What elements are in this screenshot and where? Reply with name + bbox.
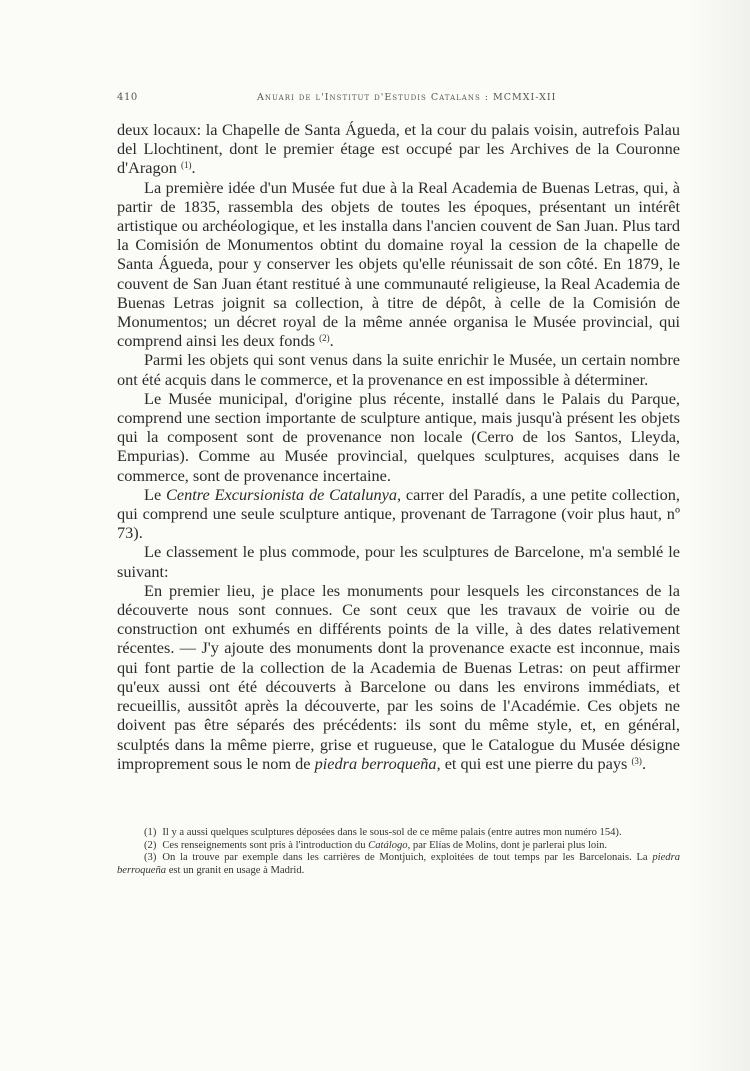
paragraph-text: La première idée d'un Musée fut due à la Real Academia de Buenas Letras, qui, à partir de 1835, rassembla des objets de toutes les époques, présentant un intérêt artistique ou archéologique, et les installa dans l'ancien couvent de San Juan. Plus tard la Comisión de Monumentos obtint du domaine royal la cession de la chapelle de Santa Águeda, pour y conserver les objets qu'elle réunissait de son côté. En 1879, le couvent de San Juan étant restitué à une communauté religieuse, la Real Academia de Buenas Letras joignit sa collection, à titre de dépôt, à celle de la Comisión de Monumentos; un décret royal de la même année organisa le Musée provincial, qui comprend ainsi les deux fonds: [117, 177, 680, 351]
footnote-italic: Catálogo: [368, 839, 408, 851]
running-header: [117, 92, 680, 108]
footnote-ref-2[interactable]: (2): [319, 333, 330, 344]
footnote-italic: piedra berroqueña: [117, 852, 680, 876]
footnote-lead: On la trouve par exemple dans les carrières de Montjuich, exploitées de tout temps par les Barcelonais. La: [162, 852, 653, 864]
footnote-2: [117, 840, 680, 853]
footnote-text: Il y a aussi quelques sculptures déposées dans le sous-sol de ce même palais (entre autres mon numéro 154).: [162, 827, 622, 838]
paragraph-tail: , et qui est une pierre du pays: [436, 753, 628, 773]
running-title: Anuari de l'Institut d'Estudis Catalans : MCMXI-XII: [257, 92, 557, 103]
footnote-ref-3[interactable]: (3): [631, 755, 642, 766]
footnote-text: est un granit en usage à Madrid.: [166, 864, 305, 876]
footnote-3: [117, 852, 680, 877]
paragraph-text: En premier lieu, je place les monuments pour lesquels les circonstances de la découverte nous sont connues. Ce sont ceux que les travaux de voirie ou de construction ont exhumés en différents points de la ville, à des dates relativement récentes. — J'y ajoute des monuments dont la provenance exacte est inconnue, mais qui font partie de la collection de la Academia de Buenas Letras: on peut affirmer qu'eux aussi ont été découverts à Barcelone ou dans les environs immédiats, et recueillis, aussitôt après la découverte, par les soins de l'Académie. Ces objets ne doivent pas être séparés des précédents: ils sont du même style, et, en général, sculptés dans la même pierre, grise et rugueuse, que le Catalogue du Musée désigne improprement sous le nom de: [117, 580, 680, 773]
footnote-1: [117, 827, 680, 840]
paragraph-1: [117, 120, 680, 178]
footnote-mark: (2): [144, 839, 157, 851]
footnote-ref-1[interactable]: (1): [180, 160, 192, 171]
punctuation: .: [641, 753, 647, 773]
paragraph-6: [117, 542, 680, 580]
paragraph-3: [117, 350, 680, 388]
paragraph-2: [117, 178, 680, 351]
footnote-lead: Ces renseignements sont pris à l'introduction du: [162, 839, 369, 851]
italic-name: Centre Excursionista de Catalunya: [166, 484, 398, 504]
page-edge-shadow: [690, 0, 750, 1071]
punctuation: .: [191, 158, 196, 178]
paragraph-5: [117, 485, 680, 543]
paragraph-text: deux locaux: la Chapelle de Santa Águeda, et la cour du palais voisin, autrefois Palau del Llochtinent, dont le premier étage est occupé par les Archives de la Couronne d'Aragon: [117, 120, 680, 178]
paragraph-text: , carrer del Paradís, a une petite collection, qui comprend une seule sculpture antique, provenant de Tarragone (voir plus haut, nº 73).: [117, 484, 680, 543]
page-number: 410: [117, 92, 138, 103]
body-text: [117, 120, 680, 773]
paragraph-7: [117, 581, 680, 773]
footnote-text: , par Elías de Molins, dont je parlerai plus loin.: [407, 839, 608, 851]
paragraph-text: Le Musée municipal, d'origine plus récente, installé dans le Palais du Parque, comprend une section importante de sculpture antique, mais jusqu'à présent les objets qui la composent sont de provenance non locale (Cerro de los Santos, Lleyda, Empurias). Comme au Musée provincial, quelques sculptures, acquises dans le commerce, sont de provenance incertaine.: [117, 388, 680, 485]
paragraph-text: Le classement le plus commode, pour les sculptures de Barcelone, m'a semblé le suivant:: [117, 542, 680, 581]
italic-term: piedra berroqueña: [314, 753, 437, 773]
punctuation: .: [329, 331, 334, 351]
paragraph-4: [117, 389, 680, 485]
paragraph-lead: Le: [144, 484, 167, 504]
footnotes: [117, 827, 680, 877]
paragraph-text: Parmi les objets qui sont venus dans la suite enrichir le Musée, un certain nombre ont été acquis dans le commerce, et la provenance en est impossible à déterminer.: [117, 350, 680, 389]
footnote-mark: (1): [144, 827, 157, 838]
footnote-mark: (3): [144, 852, 157, 864]
